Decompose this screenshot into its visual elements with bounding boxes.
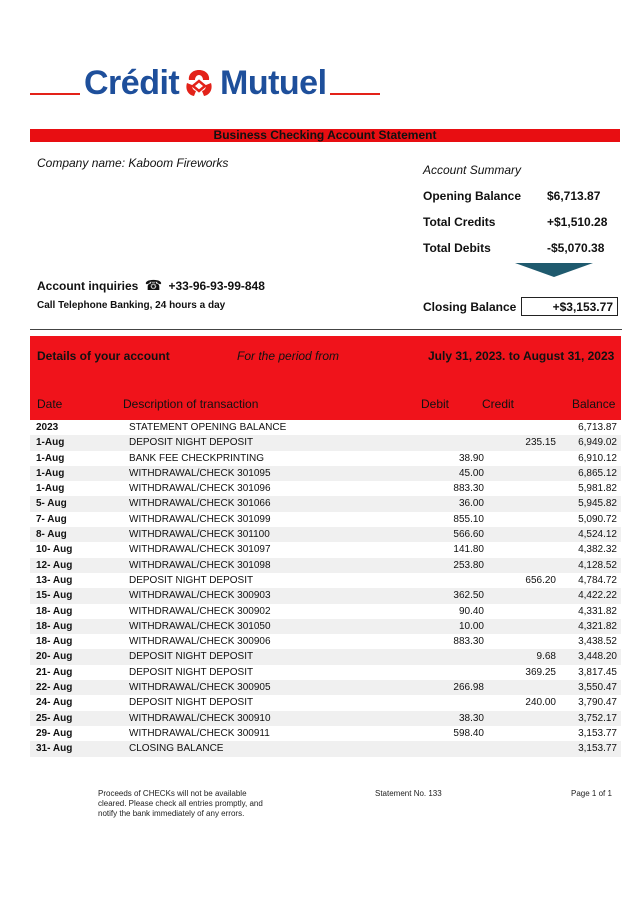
cell-description: WITHDRAWAL/CHECK 301100 — [129, 527, 377, 542]
cell-description: WITHDRAWAL/CHECK 301095 — [129, 466, 377, 481]
cell-date: 1-Aug — [36, 483, 65, 495]
cell-debit — [377, 665, 486, 680]
section-divider — [30, 329, 622, 330]
cell-description: DEPOSIT NIGHT DEPOSIT — [129, 697, 254, 709]
table-row — [30, 741, 621, 756]
cell-debit: 598.40 — [453, 727, 484, 739]
details-header — [30, 336, 621, 420]
opening-balance-value: $6,713.87 — [547, 189, 601, 203]
total-debits-value: -$5,070.38 — [547, 241, 605, 255]
cell-description: DEPOSIT NIGHT DEPOSIT — [129, 666, 254, 678]
cell-credit — [486, 588, 556, 603]
cell-date: 29- Aug — [36, 727, 73, 739]
cell-balance: 3,790.47 — [578, 697, 617, 709]
cell-description: WITHDRAWAL/CHECK 301098 — [129, 558, 377, 573]
opening-balance-label: Opening Balance — [423, 189, 522, 203]
statement-number: Statement No. 133 — [375, 789, 442, 798]
company-name: Company name: Kaboom Fireworks — [37, 156, 229, 170]
cell-balance: 5,945.82 — [556, 496, 621, 511]
cell-date: 1-Aug — [30, 466, 129, 481]
cell-date: 15- Aug — [30, 588, 129, 603]
cell-credit: 240.00 — [525, 697, 556, 709]
cell-date: 8- Aug — [30, 527, 129, 542]
cell-credit — [486, 451, 556, 466]
table-row — [30, 619, 621, 634]
cell-balance: 4,128.52 — [556, 558, 621, 573]
col-description: Description of transaction — [123, 397, 259, 411]
cell-debit — [377, 741, 486, 756]
cell-description: WITHDRAWAL/CHECK 301050 — [129, 619, 377, 634]
col-credit: Credit — [482, 397, 515, 411]
page-number: Page 1 of 1 — [571, 789, 612, 798]
table-row — [30, 634, 621, 649]
cell-balance: 4,524.12 — [556, 527, 621, 542]
cell-description: WITHDRAWAL/CHECK 301066 — [129, 496, 377, 511]
cell-balance: 4,331.82 — [578, 605, 617, 617]
cell-balance: 3,817.45 — [578, 666, 617, 678]
cell-credit — [486, 711, 556, 726]
cell-balance: 4,784.72 — [578, 574, 617, 586]
cell-description: DEPOSIT NIGHT DEPOSIT — [129, 435, 377, 450]
logo-text-credit: Crédit — [84, 64, 180, 102]
cell-description: WITHDRAWAL/CHECK 300911 — [129, 727, 270, 739]
footer-notice — [98, 789, 263, 819]
cell-credit — [486, 481, 556, 496]
cell-date: 12- Aug — [30, 558, 129, 573]
table-row — [30, 726, 621, 741]
table-row — [30, 512, 621, 527]
footer-notice-line: notify the bank immediately of any errors. — [98, 809, 245, 818]
cell-date: 18- Aug — [30, 619, 129, 634]
table-row — [30, 649, 621, 664]
table-row — [30, 466, 621, 481]
period-label: For the period from — [237, 349, 340, 363]
cell-description: STATEMENT OPENING BALANCE — [129, 422, 287, 433]
cell-description: WITHDRAWAL/CHECK 300910 — [129, 711, 377, 726]
cell-credit: 656.20 — [525, 574, 556, 586]
cell-credit — [486, 726, 556, 741]
cell-credit — [486, 527, 556, 542]
cell-credit — [486, 741, 556, 756]
cell-balance: 3,550.47 — [556, 680, 621, 695]
cell-date: 18- Aug — [36, 636, 73, 648]
table-row — [30, 573, 621, 588]
cell-balance: 5,981.82 — [578, 483, 617, 495]
table-row — [30, 420, 621, 435]
summary-heading: Account Summary — [423, 163, 522, 177]
cell-description: DEPOSIT NIGHT DEPOSIT — [129, 649, 377, 664]
statement-title: Business Checking Account Statement — [30, 129, 620, 142]
cell-description: CLOSING BALANCE — [129, 741, 377, 756]
cell-credit — [486, 466, 556, 481]
cell-debit — [377, 435, 486, 450]
period-range: July 31, 2023. to August 31, 2023 — [428, 349, 615, 363]
cell-debit: 855.10 — [453, 513, 484, 525]
cell-debit — [377, 695, 486, 710]
cell-debit: 566.60 — [377, 527, 486, 542]
footer-notice-line: cleared. Please check all entries promptly, and — [98, 799, 263, 808]
cell-date: 25- Aug — [30, 711, 129, 726]
cell-balance: 4,422.22 — [556, 588, 621, 603]
cell-credit: 9.68 — [486, 649, 556, 664]
table-row — [30, 588, 621, 603]
inquiries-phone: +33-96-93-99-848 — [168, 279, 265, 293]
table-row — [30, 711, 621, 726]
col-balance: Balance — [572, 397, 616, 411]
total-debits-label: Total Debits — [423, 241, 491, 255]
cell-balance: 6,865.12 — [556, 466, 621, 481]
cell-description: WITHDRAWAL/CHECK 301097 — [129, 544, 271, 556]
cell-credit — [486, 420, 556, 435]
table-row — [30, 527, 621, 542]
logo-line-right — [330, 93, 380, 95]
cell-debit: 10.00 — [377, 619, 486, 634]
total-credits-value: +$1,510.28 — [547, 215, 608, 229]
cell-description: WITHDRAWAL/CHECK 300903 — [129, 588, 377, 603]
closing-balance-label: Closing Balance — [423, 300, 517, 314]
logo-text-mutuel: Mutuel — [220, 64, 327, 102]
cell-date: 13- Aug — [36, 574, 73, 586]
cell-description: WITHDRAWAL/CHECK 301099 — [129, 513, 271, 525]
cell-debit: 45.00 — [377, 466, 486, 481]
cell-balance: 6,949.02 — [556, 435, 621, 450]
cell-description: BANK FEE CHECKPRINTING — [129, 452, 265, 464]
cell-credit — [486, 542, 556, 557]
cell-debit: 883.30 — [453, 483, 484, 495]
telephone-icon: ☎ — [144, 277, 163, 293]
transactions-table — [30, 420, 621, 757]
cell-date: 5- Aug — [30, 496, 129, 511]
cell-credit — [486, 512, 556, 527]
bank-logo — [30, 62, 390, 106]
cell-debit — [377, 573, 486, 588]
cell-debit: 883.30 — [453, 636, 484, 648]
cell-balance: 3,752.17 — [556, 711, 621, 726]
logo-emblem-icon — [182, 67, 216, 99]
cell-credit — [486, 604, 556, 619]
table-row — [30, 604, 621, 619]
footer-notice-line: Proceeds of CHECKs will not be available — [98, 789, 247, 798]
cell-description: WITHDRAWAL/CHECK 300902 — [129, 605, 271, 617]
table-row — [30, 558, 621, 573]
cell-debit: 253.80 — [377, 558, 486, 573]
cell-balance: 3,153.77 — [556, 741, 621, 756]
cell-date: 20- Aug — [30, 649, 129, 664]
cell-balance: 5,090.72 — [578, 513, 617, 525]
cell-credit — [486, 634, 556, 649]
cell-balance: 3,448.20 — [556, 649, 621, 664]
cell-date: 2023 — [36, 422, 59, 433]
cell-credit: 235.15 — [486, 435, 556, 450]
cell-credit: 369.25 — [525, 666, 556, 678]
logo-line-left — [30, 93, 80, 95]
table-row — [30, 542, 621, 557]
cell-debit — [377, 420, 486, 435]
cell-date: 21- Aug — [36, 666, 73, 678]
table-row — [30, 481, 621, 496]
cell-date: 1-Aug — [30, 435, 129, 450]
cell-debit: 266.98 — [377, 680, 486, 695]
cell-description: WITHDRAWAL/CHECK 300906 — [129, 636, 271, 648]
summary-arrow-icon — [515, 263, 593, 277]
cell-credit — [486, 496, 556, 511]
cell-balance: 6,713.87 — [578, 422, 617, 433]
details-heading: Details of your account — [37, 349, 170, 363]
cell-balance: 3,438.52 — [578, 636, 617, 648]
cell-balance: 4,321.82 — [556, 619, 621, 634]
cell-description: WITHDRAWAL/CHECK 301096 — [129, 483, 271, 495]
total-credits-label: Total Credits — [423, 215, 496, 229]
cell-debit: 141.80 — [453, 544, 484, 556]
cell-date: 31- Aug — [30, 741, 129, 756]
cell-balance: 4,382.32 — [578, 544, 617, 556]
cell-description: WITHDRAWAL/CHECK 300905 — [129, 680, 377, 695]
cell-date: 1-Aug — [36, 452, 65, 464]
cell-date: 22- Aug — [30, 680, 129, 695]
cell-debit: 36.00 — [377, 496, 486, 511]
table-row — [30, 665, 621, 680]
cell-description: DEPOSIT NIGHT DEPOSIT — [129, 574, 254, 586]
cell-debit: 38.90 — [458, 452, 484, 464]
cell-balance: 6,910.12 — [578, 452, 617, 464]
cell-date: 18- Aug — [36, 605, 73, 617]
table-row — [30, 451, 621, 466]
table-row — [30, 695, 621, 710]
inquiries-label: Account inquiries — [37, 279, 139, 293]
closing-balance-value: +$3,153.77 — [521, 297, 618, 316]
account-inquiries — [37, 277, 265, 294]
table-row — [30, 435, 621, 450]
cell-credit — [486, 558, 556, 573]
cell-debit: 38.30 — [377, 711, 486, 726]
cell-debit — [377, 649, 486, 664]
table-row — [30, 680, 621, 695]
cell-balance: 3,153.77 — [578, 727, 617, 739]
cell-date: 10- Aug — [36, 544, 73, 556]
cell-debit: 90.40 — [458, 605, 484, 617]
cell-credit — [486, 680, 556, 695]
cell-credit — [486, 619, 556, 634]
cell-date: 24- Aug — [36, 697, 73, 709]
col-debit: Debit — [421, 397, 450, 411]
col-date: Date — [37, 397, 63, 411]
table-row — [30, 496, 621, 511]
telephone-banking-note: Call Telephone Banking, 24 hours a day — [37, 300, 226, 311]
cell-debit: 362.50 — [377, 588, 486, 603]
cell-date: 7- Aug — [36, 513, 67, 525]
